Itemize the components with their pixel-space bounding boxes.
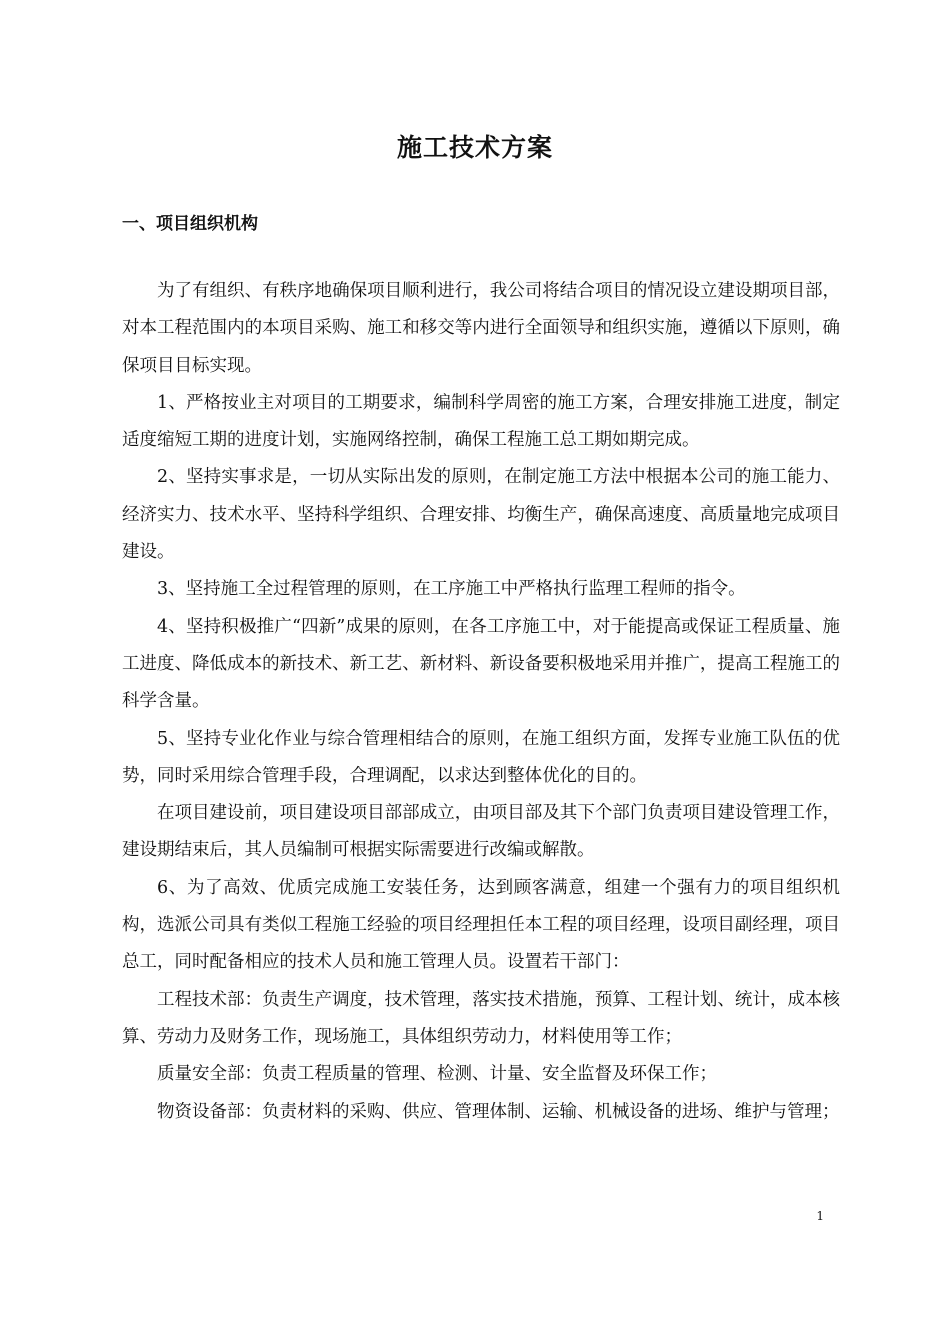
paragraph-principle-6: 6、为了高效、优质完成施工安装任务，达到顾客满意，组建一个强有力的项目组织机构，选派公司具有类似工程施工经验的项目经理担任本工程的项目经理，设项目副经理，项目总工，同时配备相应的技术人员和施工管理人员。设置若干部门： (122, 877, 840, 973)
paragraph-materials-equipment-dept: 物资设备部：负责材料的采购、供应、管理体制、运输、机械设备的进场、维护与管理； (157, 1101, 840, 1122)
page-number: 1 (816, 1209, 824, 1223)
paragraph-principle-3: 3、坚持施工全过程管理的原则，在工序施工中严格执行监理工程师的指令。 (157, 579, 746, 600)
paragraph-quality-safety-dept: 质量安全部：负责工程质量的管理、检测、计量、安全监督及环保工作； (157, 1064, 717, 1085)
paragraph-principle-2: 2、坚持实事求是，一切从实际出发的原则，在制定施工方法中根据本公司的施工能力、经济实力、技术水平、坚持科学组织、合理安排、均衡生产，确保高速度、高质量地完成项目建设。 (122, 467, 840, 563)
paragraph-intro: 为了有组织、有秩序地确保项目顺利进行，我公司将结合项目的情况设立建设期项目部，对本工程范围内的本项目采购、施工和移交等内进行全面领导和组织实施，遵循以下原则，确保项目目标实现。 (122, 281, 840, 376)
paragraph-principle-1: 1、严格按业主对项目的工期要求，编制科学周密的施工方案，合理安排施工进度，制定适度缩短工期的进度计划，实施网络控制，确保工程施工总工期如期完成。 (122, 392, 840, 451)
body-text (122, 273, 840, 1131)
paragraph-project-department: 在项目建设前，项目建设项目部部成立，由项目部及其下个部门负责项目建设管理工作，建设期结束后，其人员编制可根据实际需要进行改编或解散。 (122, 803, 840, 861)
paragraph-engineering-dept: 工程技术部：负责生产调度，技术管理，落实技术措施，预算、工程计划、统计，成本核算、劳动力及财务工作，现场施工，具体组织劳动力，材料使用等工作； (122, 989, 840, 1047)
paragraph-principle-4: 4、坚持积极推广“四新”成果的原则，在各工序施工中，对于能提高或保证工程质量、施工进度、降低成本的新技术、新工艺、新材料、新设备要积极地采用并推广，提高工程施工的科学含量。 (122, 616, 840, 712)
document-title: 施工技术方案 (396, 133, 553, 162)
section-heading: 一、项目组织机构 (122, 214, 258, 234)
paragraph-principle-5: 5、坚持专业化作业与综合管理相结合的原则，在施工组织方面，发挥专业施工队伍的优势，同时采用综合管理手段，合理调配，以求达到整体优化的目的。 (122, 728, 840, 786)
